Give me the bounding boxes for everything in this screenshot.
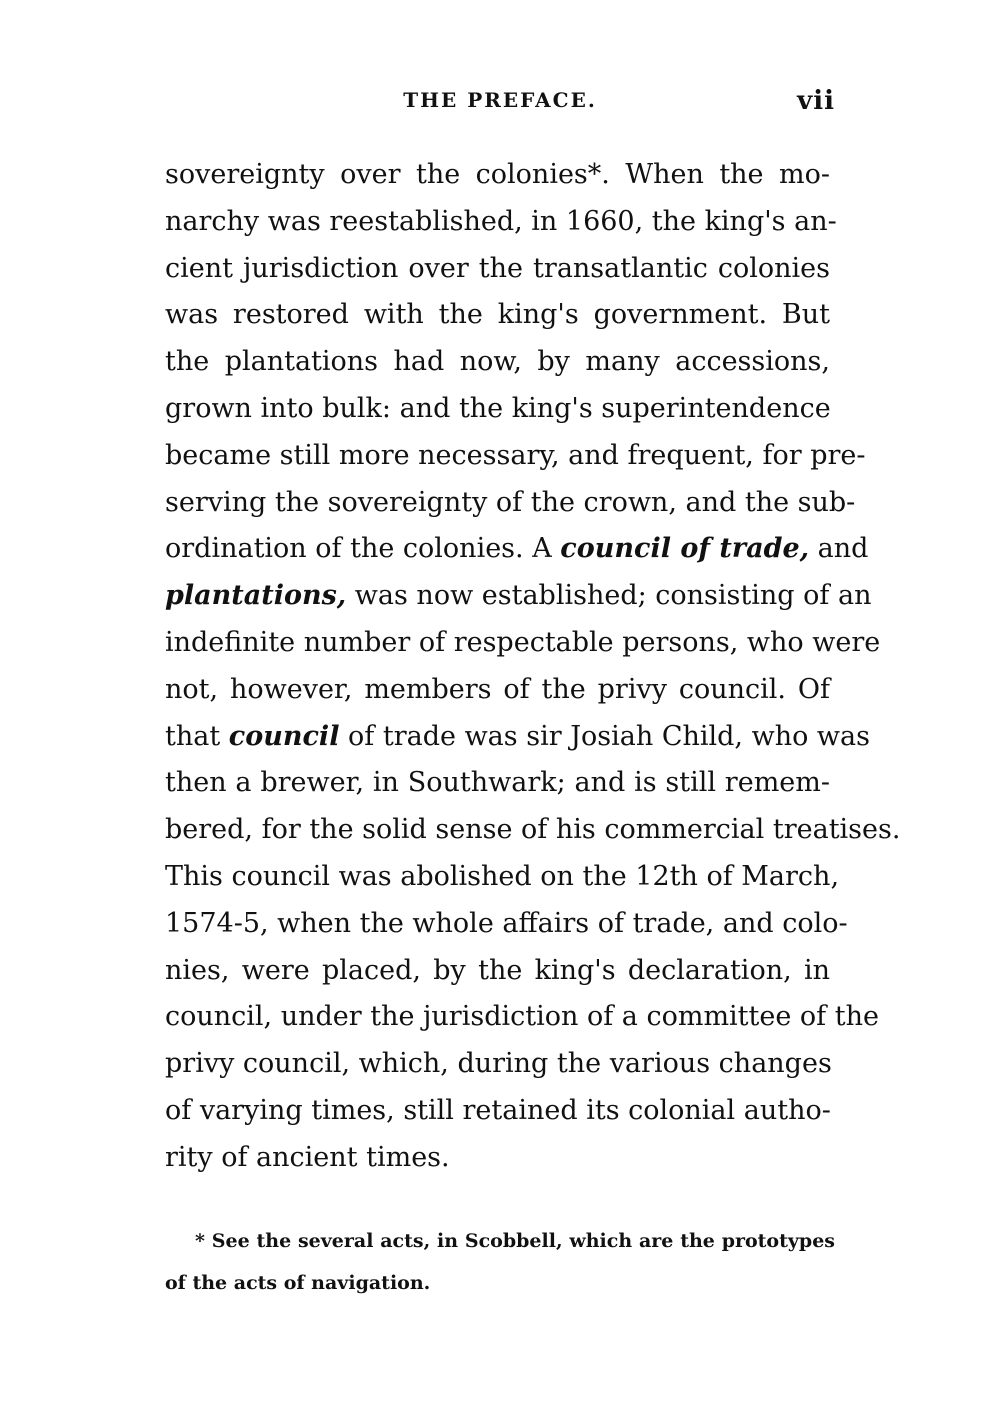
body-text (165, 152, 901, 1182)
text-line: indefinite number of respectable persons, who were (165, 626, 881, 658)
text-line: council, under the jurisdiction of a committee of the (165, 1001, 879, 1033)
text-line: not, however, members of the privy council. Of (165, 673, 830, 705)
text-line: was restored with the king's government. But (165, 299, 830, 331)
italic-phrase: council of trade, (560, 533, 810, 565)
text-line: rity of ancient times. (165, 1141, 450, 1173)
text-line (165, 714, 871, 761)
running-head (165, 86, 835, 116)
text-segment: that (165, 720, 229, 752)
text-line: narchy was reestablished, in 1660, the king's an- (165, 205, 837, 237)
text-line: then a brewer, in Southwark; and is still remem- (165, 767, 830, 799)
text-line: privy council, which, during the various changes (165, 1048, 832, 1080)
text-segment: ordination of the colonies. A (165, 533, 561, 565)
text-line: serving the sovereignty of the crown, and the sub- (165, 486, 856, 518)
footnote-line: * See the several acts, in Scobbell, which are the prototypes (195, 1230, 835, 1252)
text-line (165, 573, 872, 620)
text-line: became still more necessary, and frequent, for pre- (165, 439, 866, 471)
text-segment: and (809, 533, 869, 565)
text-line: the plantations had now, by many accessions, (165, 346, 830, 378)
text-line (165, 526, 869, 573)
text-line: of varying times, still retained its colonial autho- (165, 1094, 831, 1126)
text-line: grown into bulk: and the king's superintendence (165, 392, 831, 424)
running-title: THE PREFACE. (403, 88, 597, 112)
footnote (165, 1220, 835, 1304)
page-number: vii (797, 86, 835, 116)
text-line: sovereignty over the colonies*. When the mo- (165, 159, 830, 190)
text-line: nies, were placed, by the king's declaration, in (165, 954, 830, 986)
italic-phrase: council (228, 720, 340, 752)
text-line: bered, for the solid sense of his commercial treatises. (165, 814, 901, 846)
text-line: cient jurisdiction over the transatlantic colonies (165, 252, 830, 284)
italic-phrase: plantations, (165, 580, 347, 612)
footnote-line: of the acts of navigation. (165, 1272, 431, 1294)
text-line: This council was abolished on the 12th of March, (165, 860, 840, 892)
text-segment: was now established; consisting of an (346, 580, 872, 612)
text-line: 1574-5, when the whole affairs of trade, and colo- (165, 907, 848, 939)
text-segment: of trade was sir Josiah Child, who was (339, 720, 871, 752)
